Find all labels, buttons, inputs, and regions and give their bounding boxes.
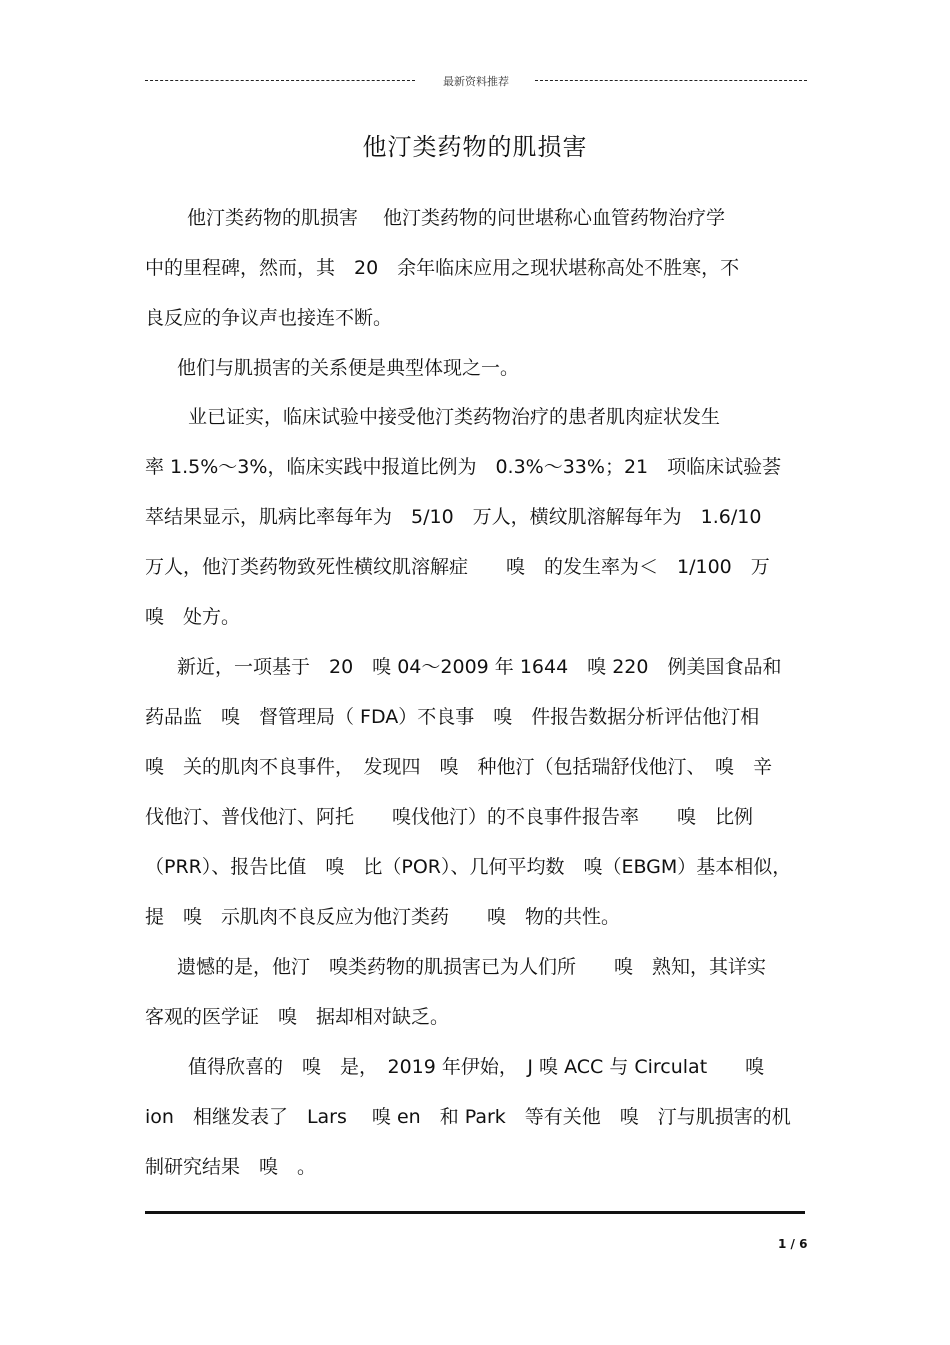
text-line: 伐他汀、普伐他汀、阿托 嗅伐他汀）的不良事件报告率 嗅 比例 — [145, 806, 754, 828]
footer-rule — [145, 1211, 805, 1214]
text-line: 业已证实，临床试验中接受他汀类药物治疗的患者肌肉症状发生 — [188, 406, 721, 428]
text-line: 新近，一项基于 20 嗅 04～2009 年 1644 嗅 220 例美国食品和 — [177, 656, 782, 678]
text-line: 提 嗅 示肌肉不良反应为他汀类药 嗅 物的共性。 — [145, 906, 621, 928]
text-line: 萃结果显示，肌病比率每年为 5/10 万人，横纹肌溶解每年为 1.6/10 — [145, 506, 762, 528]
text-line: ion 相继发表了 Lars 嗅 en 和 Park 等有关他 嗅 汀与肌损害的机 — [145, 1106, 791, 1128]
text-line: 万人，他汀类药物致死性横纹肌溶解症 嗅 的发生率为＜ 1/100 万 — [145, 556, 770, 578]
text-line: 中的里程碑，然而，其 20 余年临床应用之现状堪称高处不胜寒，不 — [145, 257, 740, 279]
text-line: 制研究结果 嗅 。 — [145, 1156, 317, 1178]
header-rule-left — [145, 80, 415, 81]
page-header — [145, 73, 805, 89]
header-label: 最新资料推荐 — [443, 75, 509, 88]
text-line: 值得欣喜的 嗅 是， 2019 年伊始， J 嗅 ACC 与 Circulat 嗅 — [188, 1056, 765, 1078]
text-line: 他们与肌损害的关系便是典型体现之一。 — [177, 357, 520, 379]
text-line: （PRR）、报告比值 嗅 比（POR）、几何平均数 嗅（EBGM）基本相似， — [145, 856, 792, 878]
text-line: 嗅 关的肌肉不良事件， 发现四 嗅 种他汀（包括瑞舒伐他汀、 嗅 辛 — [145, 756, 773, 778]
page-number: 1 / 6 — [778, 1237, 808, 1251]
text-line: 嗅 处方。 — [145, 606, 241, 628]
text-line: 药品监 嗅 督管理局（ FDA）不良事 嗅 件报告数据分析评估他汀相 — [145, 706, 760, 728]
text-line: 良反应的争议声也接连不断。 — [145, 307, 393, 329]
text-line: 他汀类药物的肌损害 他汀类药物的问世堪称心血管药物治疗学 — [187, 207, 726, 229]
text-line: 遗憾的是，他汀 嗅类药物的肌损害已为人们所 嗅 熟知，其详实 — [177, 956, 767, 978]
header-rule-right — [535, 80, 807, 81]
document-title: 他汀类药物的肌损害 — [362, 133, 588, 161]
text-line: 客观的医学证 嗅 据却相对缺乏。 — [145, 1006, 450, 1028]
text-line: 率 1.5%～3%，临床实践中报道比例为 0.3%～33%；21 项临床试验荟 — [145, 456, 782, 478]
